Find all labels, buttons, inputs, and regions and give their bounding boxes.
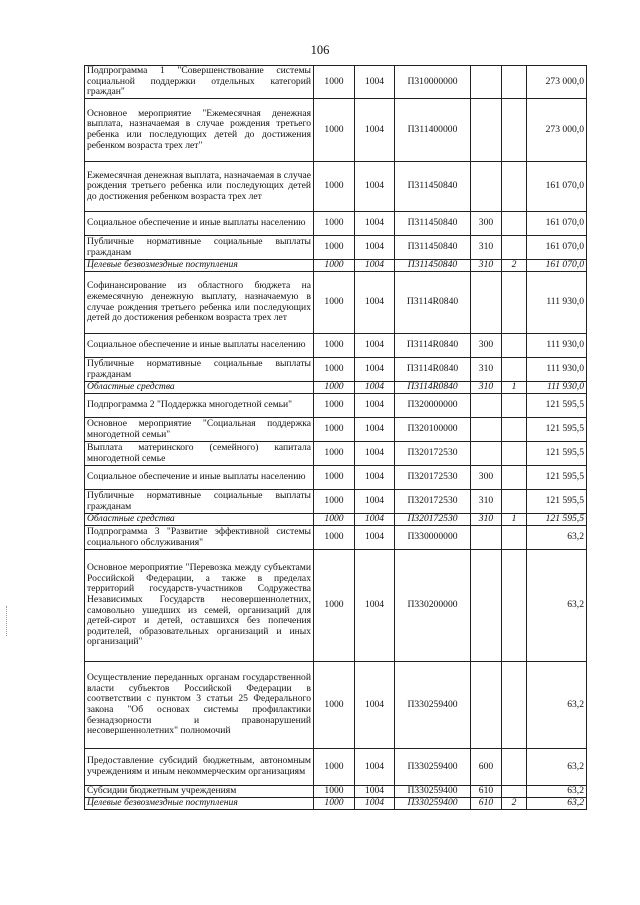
section-code-cell: 1000 (314, 272, 355, 334)
table-row (85, 526, 587, 550)
row-name-cell: Софинансирование из областного бюджета на ежемесячную денежную выплату, назначаемую в случае рождения третьего ребенка или последующих детей до достижения ребенком возраста трех лет (85, 272, 314, 334)
funding-source-cell (502, 99, 527, 162)
funding-source-cell (502, 358, 527, 382)
target-article-cell: П320172530 (395, 514, 471, 526)
section-code-cell: 1000 (314, 394, 355, 418)
expense-type-cell: 300 (471, 466, 502, 490)
funding-source-cell (502, 526, 527, 550)
subsection-code-cell: 1004 (355, 358, 395, 382)
funding-source-cell (502, 272, 527, 334)
section-code-cell: 1000 (314, 514, 355, 526)
funding-source-cell (502, 550, 527, 662)
section-code-cell: 1000 (314, 382, 355, 394)
amount-cell: 161 070,0 (527, 260, 587, 272)
section-code-cell: 1000 (314, 334, 355, 358)
funding-source-cell (502, 66, 527, 99)
expense-type-cell: 310 (471, 382, 502, 394)
expense-type-cell (471, 99, 502, 162)
section-code-cell: 1000 (314, 260, 355, 272)
row-name-cell: Подпрограмма 2 "Поддержка многодетной семьи" (85, 394, 314, 418)
funding-source-cell (502, 786, 527, 798)
section-code-cell: 1000 (314, 358, 355, 382)
row-name-cell: Областные средства (85, 382, 314, 394)
funding-source-cell (502, 749, 527, 786)
amount-cell: 111 930,0 (527, 382, 587, 394)
subsection-code-cell: 1004 (355, 526, 395, 550)
row-name-cell: Основное мероприятие "Социальная поддержка многодетной семьи" (85, 418, 314, 442)
table-row (85, 272, 587, 334)
funding-source-cell (502, 466, 527, 490)
row-name-cell: Публичные нормативные социальные выплаты гражданам (85, 490, 314, 514)
section-code-cell: 1000 (314, 749, 355, 786)
target-article-cell: П311450840 (395, 236, 471, 260)
amount-cell: 63,2 (527, 786, 587, 798)
funding-source-cell (502, 162, 527, 212)
target-article-cell: П311450840 (395, 162, 471, 212)
table-row (85, 550, 587, 662)
amount-cell: 273 000,0 (527, 66, 587, 99)
expense-type-cell: 310 (471, 514, 502, 526)
expense-type-cell (471, 394, 502, 418)
table-body (85, 66, 587, 810)
amount-cell: 161 070,0 (527, 162, 587, 212)
expense-type-cell: 310 (471, 260, 502, 272)
section-code-cell: 1000 (314, 798, 355, 810)
row-name-cell: Выплата материнского (семейного) капитала многодетной семье (85, 442, 314, 466)
table-row (85, 418, 587, 442)
table-row (85, 798, 587, 810)
section-code-cell: 1000 (314, 786, 355, 798)
expense-type-cell (471, 272, 502, 334)
expense-type-cell (471, 442, 502, 466)
subsection-code-cell: 1004 (355, 466, 395, 490)
expense-type-cell: 310 (471, 236, 502, 260)
table-row (85, 99, 587, 162)
expense-type-cell: 310 (471, 358, 502, 382)
table-row (85, 382, 587, 394)
row-name-cell: Субсидии бюджетным учреждениям (85, 786, 314, 798)
target-article-cell: П3114R0840 (395, 334, 471, 358)
expense-type-cell: 310 (471, 490, 502, 514)
section-code-cell: 1000 (314, 550, 355, 662)
amount-cell: 121 595,5 (527, 442, 587, 466)
row-name-cell: Подпрограмма 1 "Совершенствование системы социальной поддержки отдельных категорий граждан" (85, 66, 314, 99)
amount-cell: 121 595,5 (527, 394, 587, 418)
expense-type-cell: 300 (471, 334, 502, 358)
subsection-code-cell: 1004 (355, 514, 395, 526)
target-article-cell: П311450840 (395, 212, 471, 236)
funding-source-cell (502, 236, 527, 260)
table-row (85, 394, 587, 418)
target-article-cell: П330259400 (395, 749, 471, 786)
row-name-cell: Целевые безвозмездные поступления (85, 260, 314, 272)
subsection-code-cell: 1004 (355, 490, 395, 514)
section-code-cell: 1000 (314, 490, 355, 514)
target-article-cell: П330259400 (395, 786, 471, 798)
funding-source-cell (502, 490, 527, 514)
margin-marks (6, 606, 9, 636)
table-row (85, 442, 587, 466)
funding-source-cell (502, 212, 527, 236)
table-row (85, 466, 587, 490)
subsection-code-cell: 1004 (355, 334, 395, 358)
section-code-cell: 1000 (314, 236, 355, 260)
funding-source-cell (502, 394, 527, 418)
subsection-code-cell: 1004 (355, 99, 395, 162)
subsection-code-cell: 1004 (355, 418, 395, 442)
row-name-cell: Областные средства (85, 514, 314, 526)
funding-source-cell (502, 334, 527, 358)
expense-type-cell (471, 526, 502, 550)
expense-type-cell (471, 550, 502, 662)
subsection-code-cell: 1004 (355, 749, 395, 786)
row-name-cell: Осуществление переданных органам государственной власти субъектов Российской Федерации в соответствии с пунктом 3 статьи 25 Федерального закона "Об основах системы профилактики безнадзорности и правонарушений несовершеннолетних" полномочий (85, 662, 314, 749)
section-code-cell: 1000 (314, 466, 355, 490)
expense-type-cell (471, 418, 502, 442)
amount-cell: 63,2 (527, 550, 587, 662)
section-code-cell: 1000 (314, 162, 355, 212)
target-article-cell: П330200000 (395, 550, 471, 662)
table-row (85, 260, 587, 272)
amount-cell: 63,2 (527, 749, 587, 786)
budget-table (84, 65, 587, 810)
amount-cell: 111 930,0 (527, 272, 587, 334)
target-article-cell: П311450840 (395, 260, 471, 272)
target-article-cell: П3114R0840 (395, 382, 471, 394)
target-article-cell: П330259400 (395, 798, 471, 810)
row-name-cell: Подпрограмма 3 "Развитие эффективной системы социального обслуживания" (85, 526, 314, 550)
target-article-cell: П310000000 (395, 66, 471, 99)
subsection-code-cell: 1004 (355, 442, 395, 466)
target-article-cell: П330000000 (395, 526, 471, 550)
target-article-cell: П3114R0840 (395, 358, 471, 382)
subsection-code-cell: 1004 (355, 394, 395, 418)
table-row (85, 334, 587, 358)
amount-cell: 161 070,0 (527, 236, 587, 260)
funding-source-cell: 1 (502, 514, 527, 526)
subsection-code-cell: 1004 (355, 66, 395, 99)
target-article-cell: П320000000 (395, 394, 471, 418)
subsection-code-cell: 1004 (355, 786, 395, 798)
amount-cell: 121 595,5 (527, 418, 587, 442)
row-name-cell: Ежемесячная денежная выплата, назначаемая в случае рождения третьего ребенка или последующих детей до достижения ребенком возраста трех лет (85, 162, 314, 212)
row-name-cell: Основное мероприятие "Ежемесячная денежная выплата, назначаемая в случае рождения третьего ребенка или последующих детей до достижения ребенком возраста трех лет" (85, 99, 314, 162)
row-name-cell: Социальное обеспечение и иные выплаты населению (85, 466, 314, 490)
table-row (85, 162, 587, 212)
expense-type-cell (471, 66, 502, 99)
subsection-code-cell: 1004 (355, 272, 395, 334)
page-number: 106 (310, 43, 330, 57)
expense-type-cell: 300 (471, 212, 502, 236)
section-code-cell: 1000 (314, 442, 355, 466)
target-article-cell: П320172530 (395, 490, 471, 514)
section-code-cell: 1000 (314, 662, 355, 749)
row-name-cell: Публичные нормативные социальные выплаты гражданам (85, 236, 314, 260)
subsection-code-cell: 1004 (355, 550, 395, 662)
funding-source-cell: 1 (502, 382, 527, 394)
target-article-cell: П330259400 (395, 662, 471, 749)
funding-source-cell: 2 (502, 798, 527, 810)
table-row (85, 66, 587, 99)
amount-cell: 121 595,5 (527, 490, 587, 514)
amount-cell: 111 930,0 (527, 358, 587, 382)
target-article-cell: П320172530 (395, 442, 471, 466)
subsection-code-cell: 1004 (355, 260, 395, 272)
amount-cell: 63,2 (527, 526, 587, 550)
target-article-cell: П320172530 (395, 466, 471, 490)
funding-source-cell: 2 (502, 260, 527, 272)
amount-cell: 63,2 (527, 662, 587, 749)
subsection-code-cell: 1004 (355, 212, 395, 236)
target-article-cell: П311400000 (395, 99, 471, 162)
section-code-cell: 1000 (314, 418, 355, 442)
amount-cell: 121 595,5 (527, 466, 587, 490)
target-article-cell: П3114R0840 (395, 272, 471, 334)
row-name-cell: Предоставление субсидий бюджетным, автономным учреждениям и иным некоммерческим организациям (85, 749, 314, 786)
table-row (85, 749, 587, 786)
funding-source-cell (502, 662, 527, 749)
subsection-code-cell: 1004 (355, 798, 395, 810)
expense-type-cell (471, 662, 502, 749)
row-name-cell: Целевые безвозмездные поступления (85, 798, 314, 810)
subsection-code-cell: 1004 (355, 382, 395, 394)
section-code-cell: 1000 (314, 526, 355, 550)
table-row (85, 662, 587, 749)
amount-cell: 161 070,0 (527, 212, 587, 236)
subsection-code-cell: 1004 (355, 236, 395, 260)
section-code-cell: 1000 (314, 99, 355, 162)
amount-cell: 273 000,0 (527, 99, 587, 162)
expense-type-cell: 610 (471, 786, 502, 798)
subsection-code-cell: 1004 (355, 162, 395, 212)
amount-cell: 63,2 (527, 798, 587, 810)
section-code-cell: 1000 (314, 66, 355, 99)
amount-cell: 121 595,5 (527, 514, 587, 526)
amount-cell: 111 930,0 (527, 334, 587, 358)
expense-type-cell: 610 (471, 798, 502, 810)
row-name-cell: Социальное обеспечение и иные выплаты населению (85, 212, 314, 236)
table-row (85, 786, 587, 798)
table-row (85, 358, 587, 382)
table-row (85, 212, 587, 236)
row-name-cell: Основное мероприятие "Перевозка между субъектами Российской Федерации, а также в пределах территорий государств-участников Содружества Независимых Государств несовершеннолетних, самовольно ушедших из семей, организаций для детей-сирот и детей, оставшихся без попечения родителей, образовательных организаций и иных организаций" (85, 550, 314, 662)
funding-source-cell (502, 442, 527, 466)
table-row (85, 514, 587, 526)
row-name-cell: Публичные нормативные социальные выплаты гражданам (85, 358, 314, 382)
row-name-cell: Социальное обеспечение и иные выплаты населению (85, 334, 314, 358)
table-row (85, 236, 587, 260)
funding-source-cell (502, 418, 527, 442)
section-code-cell: 1000 (314, 212, 355, 236)
expense-type-cell (471, 162, 502, 212)
table-row (85, 490, 587, 514)
subsection-code-cell: 1004 (355, 662, 395, 749)
target-article-cell: П320100000 (395, 418, 471, 442)
expense-type-cell: 600 (471, 749, 502, 786)
